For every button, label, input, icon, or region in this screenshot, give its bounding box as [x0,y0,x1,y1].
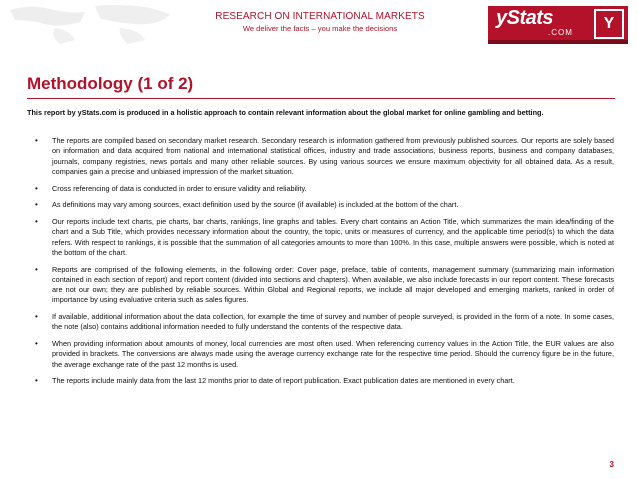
bullet-icon: • [35,264,38,274]
bullet-icon: • [35,200,38,210]
list-item [27,265,614,306]
logo-domain: .COM [548,28,573,37]
bullet-icon: • [35,376,38,386]
intro-paragraph: This report by yStats.com is produced in a holistic approach to contain relevant information about the global market for online gambling and betting. [27,108,544,117]
logo-brand: yStats [496,7,554,29]
ystats-logo [488,6,628,40]
header-subtitle: We deliver the facts – you make the decisions [242,24,398,33]
list-item-text: If available, additional information about the data collection, for example the time of survey and number of people surveyed, is provided in the form of a note. In some cases, the note (also) contains additional information needed to fully understand the contents of the respective data. [52,312,614,332]
bullet-icon: • [35,216,38,226]
logo-underline [488,40,628,44]
list-item-text: Cross referencing of data is conducted in order to ensure validity and reliability. [52,183,307,193]
list-item [27,339,614,370]
title-divider [27,98,615,99]
page-title: Methodology (1 of 2) [27,74,194,93]
list-item [27,184,614,194]
list-item [27,136,614,177]
list-item-text: Reports are comprised of the following elements, in the following order: Cover page, preface, table of contents, management summary (summarizing main information contained in each section of report) and report content (divided into sections and chapters). When available, we also include forecasts in our report content. These forecasts are not our own; they are published by reliable sources. Within Global and Regional reports, we include all major developed and emerging markets, ranked in order of importance by using evaluative criteria such as sales figures. [52,264,614,305]
page-number: 3 [609,460,614,469]
list-item [27,376,614,386]
bullet-icon: • [35,183,38,193]
list-item-text: As definitions may vary among sources, exact definition used by the source (if available) is included at the bottom of the chart. [52,200,459,210]
list-item-text: The reports are compiled based on secondary market research. Secondary research is information gathered from previously published sources. Our reports are solely based on information and data acquired from national and international statistical offices, industry and trade associations, business reports, business and company databases, journals, company registries, news portals and many other reliable sources. By using various sources we ensure maximum objectivity for all obtained data. As a result, companies gain a precise and unbiased impression of the market situation. [52,136,614,176]
list-item [27,312,614,333]
bullet-icon: • [35,312,38,322]
methodology-list [27,136,614,393]
bullet-icon: • [35,339,38,349]
list-item-text: Our reports include text charts, pie charts, bar charts, rankings, line graphs and tables. Every chart contains an Action Title, which summarizes the main idea/finding of the chart and a Sub Title, which provides necessary information about the country, the topic, units or measures of currency, and the applicable time period(s) to which the data refers. With respect to rankings, it is possible that the summation of all categories amounts to more than 100%. In this case, multiple answers were possible, which is noted at the bottom of the chart. [52,216,614,257]
bullet-icon: • [35,136,38,145]
header-text [150,11,490,34]
list-item [27,200,614,210]
list-item-text: The reports include mainly data from the last 12 months prior to date of report publication. Exact publication dates are mentioned in every chart. [52,376,515,386]
logo-mark-icon: Y [594,9,624,39]
page-header [0,0,638,44]
list-item [27,217,614,258]
list-item-text: When providing information about amounts of money, local currencies are most often used. When referencing currency values in the Action Title, the EUR values are also provided in brackets. The conversions are always made using the average currency exchange rate for the respective time period. Should the currency figure be in the future, the average exchange rate of the past 12 months is used. [52,339,614,369]
header-title: RESEARCH ON INTERNATIONAL MARKETS [215,11,425,22]
